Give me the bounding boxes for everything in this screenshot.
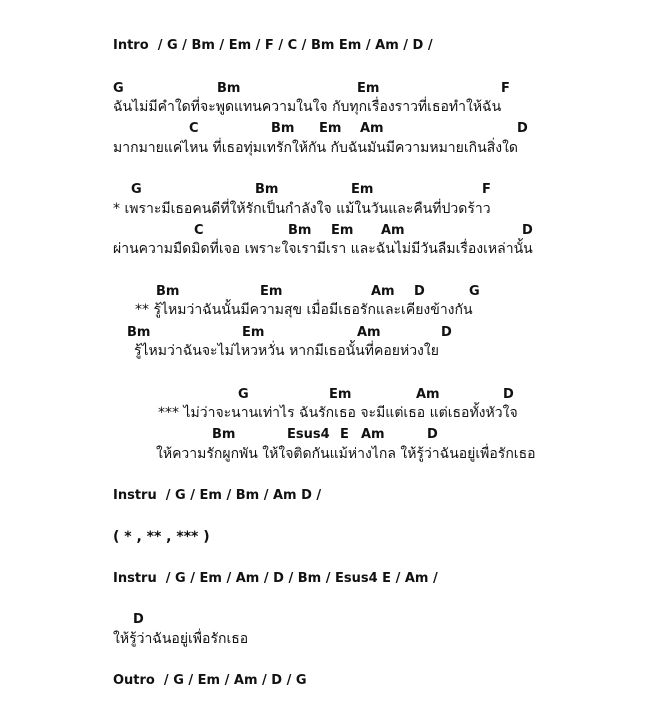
chord: Em xyxy=(319,121,342,136)
chord: Em xyxy=(351,182,374,197)
intro-line: Intro / G / Bm / Em / F / C / Bm Em / Am / D / xyxy=(113,38,433,53)
chord: F xyxy=(482,182,491,197)
chord: Am xyxy=(361,427,385,442)
chord: G xyxy=(469,284,480,299)
outro-line: Outro / G / Em / Am / D / G xyxy=(113,673,307,688)
repeat-line: ( * , ** , *** ) xyxy=(113,529,210,545)
chord: Esus4 xyxy=(287,427,330,442)
chord: Am xyxy=(416,387,440,402)
chord: Bm xyxy=(271,121,295,136)
chord: E xyxy=(340,427,349,442)
instru-line: Instru / G / Em / Bm / Am D / xyxy=(113,488,322,503)
chord: D xyxy=(133,612,144,627)
chord: Bm xyxy=(127,325,151,340)
lyric-line: ให้ความรักผูกพัน ให้ใจติดกันแม้ห่างไกล ให้รู้ว่าฉันอยู่เพื่อรักเธอ xyxy=(156,446,536,462)
chord: Am xyxy=(360,121,384,136)
chord: Em xyxy=(260,284,283,299)
chord: F xyxy=(501,81,510,96)
chord: C xyxy=(189,121,199,136)
chord: Bm xyxy=(156,284,180,299)
chord: D xyxy=(427,427,438,442)
lyric-line: ** รู้ไหมว่าฉันนั้นมีความสุข เมื่อมีเธอรักและเคียงข้างกัน xyxy=(135,302,473,318)
chord: D xyxy=(414,284,425,299)
lyric-line: ผ่านความมืดมิดที่เจอ เพราะใจเรามีเรา และฉันไม่มีวันลืมเรื่องเหล่านั้น xyxy=(113,241,533,257)
lyric-line: * เพราะมีเธอคนดีที่ให้รักเป็นกำลังใจ แม้ในวันและคืนที่ปวดร้าว xyxy=(113,201,491,217)
chord: Am xyxy=(371,284,395,299)
chord: Bm xyxy=(217,81,241,96)
lyric-line: *** ไม่ว่าจะนานเท่าไร ฉันรักเธอ จะมีแต่เธอ แต่เธอทั้งหัวใจ xyxy=(158,405,518,421)
chord: D xyxy=(503,387,514,402)
lyric-line: ฉันไม่มีคำใดที่จะพูดแทนความในใจ กับทุกเรื่องราวที่เธอทำให้ฉัน xyxy=(113,99,502,115)
chord: D xyxy=(517,121,528,136)
chord: Em xyxy=(242,325,265,340)
chord: Bm xyxy=(255,182,279,197)
chord: G xyxy=(238,387,249,402)
chord: Am xyxy=(381,223,405,238)
chord: Am xyxy=(357,325,381,340)
chord: Em xyxy=(357,81,380,96)
chord: D xyxy=(522,223,533,238)
lyric-line: ให้รู้ว่าฉันอยู่เพื่อรักเธอ xyxy=(113,631,249,647)
lyric-line: มากมายแค่ไหน ที่เธอทุ่มเทรักให้กัน กับฉันมันมีความหมายเกินสิ่งใด xyxy=(113,140,519,156)
chord: G xyxy=(131,182,142,197)
instru-line: Instru / G / Em / Am / D / Bm / Esus4 E / Am / xyxy=(113,571,438,586)
lyric-line: รู้ไหมว่าฉันจะไม่ไหวหวั่น หากมีเธอนั้นที่คอยห่วงใย xyxy=(134,343,439,359)
chord: Bm xyxy=(288,223,312,238)
chord: D xyxy=(441,325,452,340)
chord: Em xyxy=(331,223,354,238)
chord: Bm xyxy=(212,427,236,442)
chord: Em xyxy=(329,387,352,402)
chord: C xyxy=(194,223,204,238)
chord: G xyxy=(113,81,124,96)
